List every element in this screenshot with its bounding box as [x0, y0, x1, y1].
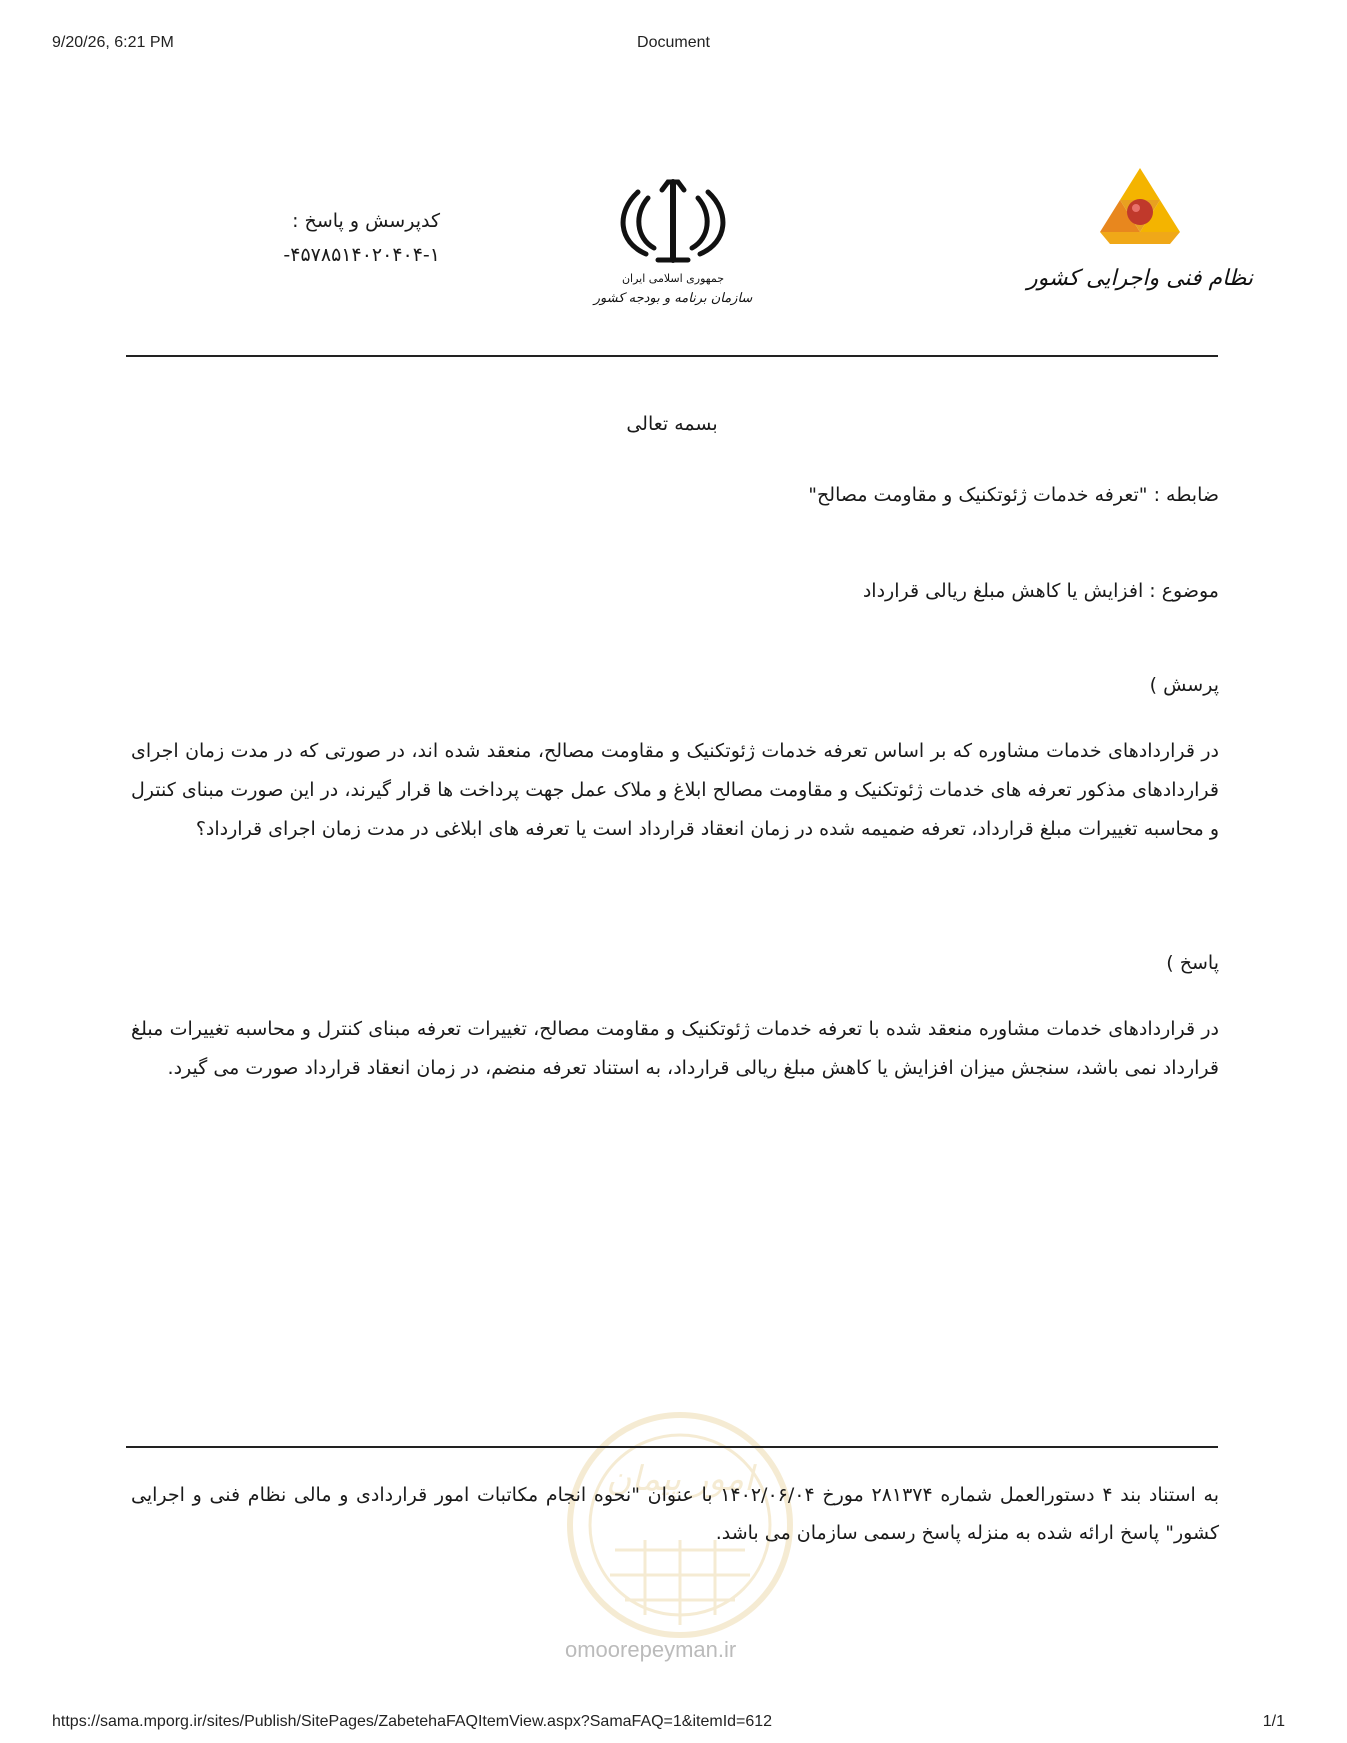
footnote-text: به استناد بند ۴ دستورالعمل شماره ۲۸۱۳۷۴ مورخ ۱۴۰۲/۰۶/۰۴ با عنوان "نحوه انجام مکاتبات امور قراردادی و مالی نظام فنی و اجرایی کشور" پاسخ ارائه شده به منزله پاسخ رسمی سازمان می باشد. [131, 1484, 1219, 1544]
emblem-icon [593, 162, 753, 312]
question-text: در قراردادهای خدمات مشاوره که بر اساس تعرفه خدمات ژئوتکنیک و مقاومت مصالح، منعقد شده اند، در صورتی که در مدت زمان اجرای قراردادهای مذکور تعرفه های خدمات ژئوتکنیک و مقاومت مصالح ابلاغ و ملاک عمل جهت پرداخت ها قرار گیرند، در این صورت مبنای کنترل و محاسبه تغییرات مبلغ قرارداد، تعرفه ضمیمه شده در زمان انعقاد قرارداد است یا تعرفه های ابلاغی در مدت زمان اجرای قرارداد؟ [131, 740, 1219, 840]
answer-text: در قراردادهای خدمات مشاوره منعقد شده با تعرفه خدمات ژئوتکنیک و مقاومت مصالح، تغییرات تعرفه مبنای کنترل و محاسبه تغییرات مبلغ قرارداد نمی باشد، سنجش میزان افزایش یا کاهش مبلغ ریالی قرارداد، به استناد تعرفه منضم، در زمان انعقاد قرارداد صورت می گیرد. [131, 1018, 1219, 1079]
qa-code-block [230, 204, 440, 272]
qa-code-label: کدپرسش و پاسخ : [292, 210, 440, 232]
iran-emblem-logo [593, 162, 753, 312]
print-title: Document [637, 34, 710, 51]
header-divider [126, 355, 1218, 357]
org-logo-text: نظام فنی واجرایی کشور [1026, 266, 1254, 291]
org-logo-icon [1026, 160, 1254, 300]
org-logo [1026, 160, 1254, 300]
qa-code-value: ۴۵۷۸۵۱۴۰۲۰۴۰۴-۱- [283, 244, 440, 266]
print-page-number: 1/1 [1262, 1713, 1285, 1730]
regulation-line: ضابطه : "تعرفه خدمات ژئوتکنیک و مقاومت مصالح" [808, 484, 1219, 506]
emblem-line2: سازمان برنامه و بودجه کشور [593, 291, 753, 306]
answer-label: پاسخ ) [1166, 952, 1219, 974]
subject-line: موضوع : افزایش یا کاهش مبلغ ریالی قرارداد [862, 580, 1219, 602]
print-datetime: 9/20/26, 6:21 PM [52, 34, 174, 51]
bismillah: بسمه تعالی [626, 413, 718, 435]
watermark-text: امور پیمان [606, 1459, 754, 1499]
print-url: https://sama.mporg.ir/sites/Publish/SitePages/ZabetehaFAQItemView.aspx?SamaFAQ=1&itemId=612 [52, 1713, 773, 1730]
footer-divider [126, 1446, 1218, 1448]
question-label: پرسش ) [1149, 674, 1219, 696]
watermark-site: omoorepeyman.ir [565, 1637, 737, 1662]
emblem-line1: جمهوری اسلامی ایران [621, 272, 725, 285]
